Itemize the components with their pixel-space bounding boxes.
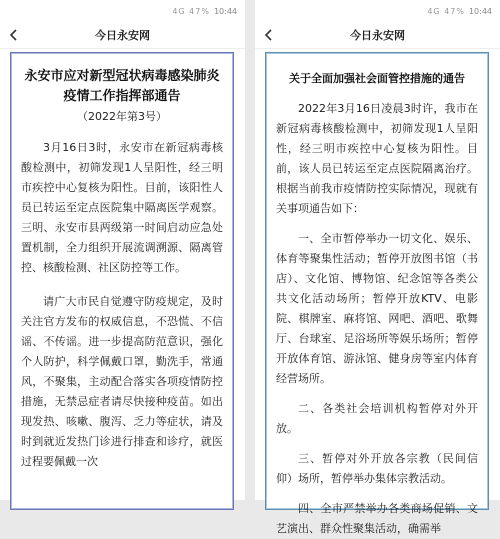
left-phone-screen [0,0,245,500]
article-paragraph-2: 一、全市暂停举办一切文化、娱乐、体育等聚集性活动；暂停开放图书馆（书店）、文化馆、博物馆、纪念馆等各类公共文化活动场所；暂停开放KTV、电影院、棋牌室、麻将馆、网吧、酒吧、歌舞厅、台球室、足浴场所等娱乐场所；暂停开放体育馆、游泳馆、健身房等室内体育经营场所。 [276,232,478,385]
article-card [10,52,234,510]
article-paragraph-3: 二、各类社会培训机构暂停对外开放。 [276,402,478,435]
article-paragraph-1: 3月16日3时，永安市在新冠病毒核酸检测中，初筛发现1人呈阳性，经三明市疾控中心复核为阳性。目前，该阳性人员已转运至定点医院集中隔离医学观察。三明、永安市县两级第一时间启动应急处置机制，全力组织开展流调溯源、隔离管控、核酸检测、社区防控等工作。 [21,141,223,274]
back-arrow-icon[interactable] [0,22,28,48]
status-time: 10:44 [468,6,492,16]
back-arrow-icon[interactable] [255,22,283,48]
doc-title: 关于全面加强社会面管控措施的通告 [289,72,465,85]
right-phone-screen [255,0,500,535]
article-paragraph-4: 三、暂停对外开放各宗教（民间信仰）场所，暂停举办集体宗教活动。 [276,452,478,485]
status-time: 10:44 [213,6,237,16]
doc-number: （2022年第3号） [77,110,167,123]
status-bar [0,0,245,22]
signal-icon: 4G 47% [427,6,465,16]
article-paragraph-5: 四、全市严禁举办各类商场促销、文艺演出、群众性聚集活动，确需举 [276,502,478,535]
nav-title: 今日永安网 [95,29,150,42]
article-paragraph-1: 2022年3月16日凌晨3时许，我市在新冠病毒核酸检测中，初筛发现1人呈阳性，经三明市疾控中心复核为阳性。目前，该人员已转运至定点医院隔离治疗。根据当前我市疫情防控实际情况，现就有关事项通告如下： [276,102,478,215]
nav-title: 今日永安网 [350,29,405,42]
nav-bar [255,22,500,49]
doc-title-line2: 疫情工作指挥部通告 [63,89,181,104]
signal-icon: 4G 47% [172,6,210,16]
article-paragraph-2: 请广大市民自觉遵守防疫规定，及时关注官方发布的权威信息，不恐慌、不信谣、不传谣。进一步提高防范意识，强化个人防护，科学佩戴口罩，勤洗手，常通风，不聚集，主动配合落实各项疫情防控措施，无禁忌症者请尽快接种疫苗。如出现发热、咳嗽、腹泻、乏力等症状，请及时到就近发热门诊进行排查和诊疗，就医过程要佩戴一次 [21,295,223,468]
article-card [265,52,489,535]
nav-bar [0,22,245,49]
doc-title-line1: 永安市应对新型冠状病毒感染肺炎 [24,69,220,84]
status-bar [255,0,500,22]
